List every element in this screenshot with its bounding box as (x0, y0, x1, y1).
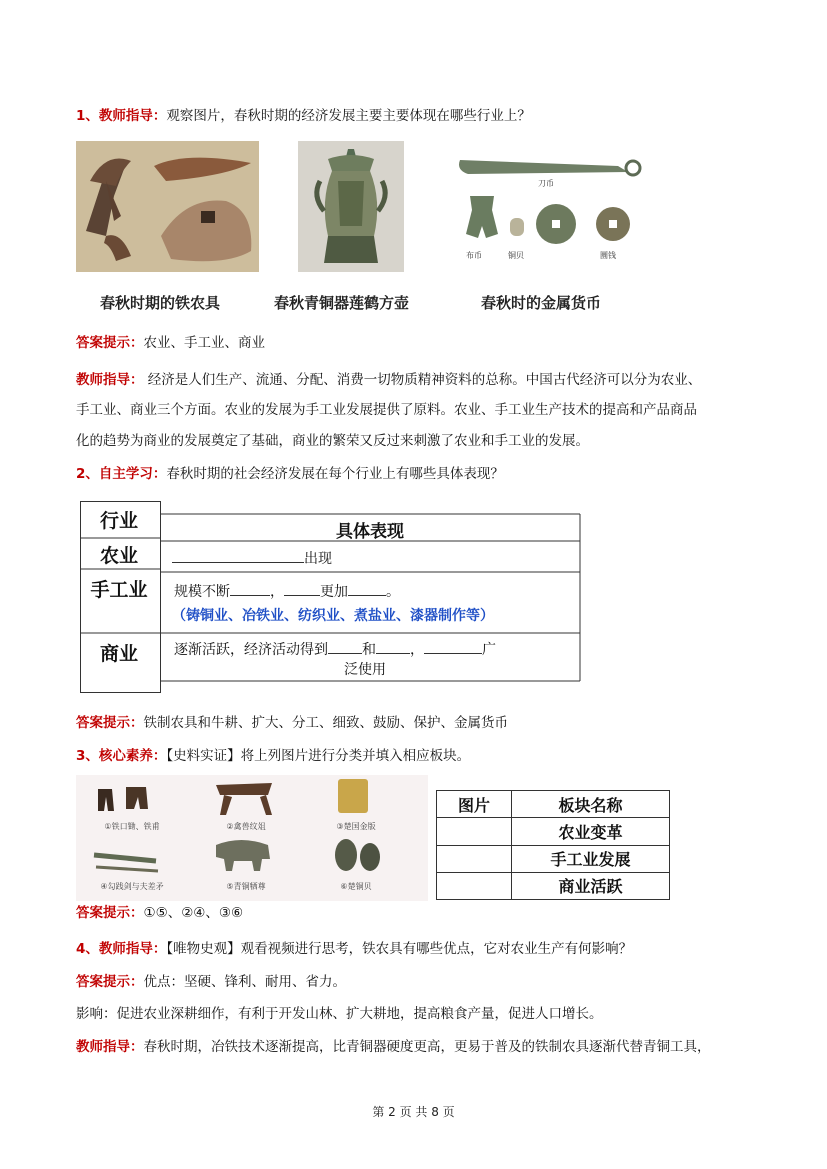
metal-coins-image (448, 146, 648, 272)
table-1-craft-line-1 (174, 581, 400, 601)
blank-agri[interactable] (172, 548, 304, 563)
trade-text-b: 和 (362, 642, 376, 658)
caption-bronze-pot: 春秋青铜器莲鹤方壶 (274, 294, 410, 312)
coin-label-round: 圜钱 (600, 251, 616, 260)
caption-iron-tools: 春秋时期的铁农具 (100, 294, 221, 312)
guide-2-text: 春秋时期，冶铁技术逐渐提高，比青铜器硬度更高，更易于普及的铁制农具逐渐代替青铜工具， (143, 1039, 711, 1055)
artifacts-collage (76, 775, 428, 901)
caption-metal-coins: 春秋时的金属货币 (481, 294, 602, 312)
craft-text-b: ， (270, 584, 284, 600)
artifact-label-2: ②禽兽纹俎 (226, 822, 266, 831)
question-1-text: 观察图片，春秋时期的经济发展主要主要体现在哪些行业上？ (166, 108, 531, 124)
table-1-trade-line-1 (174, 639, 496, 659)
trade-text-c: ， (410, 642, 424, 658)
page-footer: 第 2 页 共 8 页 (372, 1105, 455, 1119)
table-row (437, 845, 670, 872)
table-2-name-cell-3: 商业活跃 (512, 872, 670, 899)
answer-3 (76, 903, 756, 923)
table-1-row-agriculture: 农业 (99, 545, 138, 567)
table-1-row-commerce: 商业 (99, 643, 138, 665)
blank-trade-2[interactable] (376, 639, 410, 654)
question-3-prefix: 3、核心素养： (76, 748, 167, 764)
answer-4-text: 优点：坚硬、锋利、耐用、省力。 (143, 974, 346, 990)
table-2-header-row (437, 791, 670, 818)
table-row (437, 872, 670, 899)
answer-2 (76, 713, 756, 733)
industry-table (80, 501, 581, 693)
table-2-name-cell-1: 农业变革 (512, 818, 670, 845)
guide-1-text-1: 经济是人们生产、流通、分配、消费一切物质精神资料的总称。中国古代经济可以分为农业、 (143, 372, 702, 388)
guide-2-prefix: 教师指导： (76, 1039, 144, 1055)
table-2-header-image: 图片 (437, 791, 512, 818)
classification-table (436, 790, 670, 900)
blank-craft-2[interactable] (284, 581, 320, 596)
answer-4 (76, 972, 756, 992)
bronze-lotus-crane-pot-image (298, 141, 404, 272)
answer-2-text: 铁制农具和牛耕、扩大、分工、细致、鼓励、保护、金属货币 (143, 715, 508, 731)
guide-2 (76, 1037, 756, 1057)
table-1-agri-cell (172, 548, 332, 568)
answer-3-prefix: 答案提示： (76, 905, 144, 921)
table-2-name-cell-2: 手工业发展 (512, 845, 670, 872)
craft-text-c: 更加 (320, 584, 348, 600)
artifact-label-6: ⑥楚铜贝 (340, 882, 372, 891)
table-1-row-handicraft: 手工业 (90, 579, 148, 601)
table-2-image-cell-1[interactable] (437, 818, 512, 845)
guide-1-line-2: 手工业、商业三个方面。农业的发展为手工业发展提供了原料。农业、手工业生产技术的提高和产品商品 (76, 402, 697, 418)
answer-1-prefix: 答案提示： (76, 335, 144, 351)
blank-craft-1[interactable] (230, 581, 270, 596)
answer-2-prefix: 答案提示： (76, 715, 144, 731)
question-1-prefix: 1、教师指导： (76, 108, 167, 124)
coin-label-shell: 铜贝 (508, 251, 524, 260)
answer-1-text: 农业、手工业、商业 (143, 335, 265, 351)
guide-1-line-3: 化的趋势为商业的发展奠定了基础，商业的繁荣又反过来刺激了农业和手工业的发展。 (76, 433, 589, 449)
table-2-image-cell-3[interactable] (437, 872, 512, 899)
table-1-craft-note: （铸铜业、冶铁业、纺织业、煮盐业、漆器制作等） (172, 608, 494, 624)
blank-trade-1[interactable] (328, 639, 362, 654)
table-1-header-detail: 具体表现 (336, 522, 404, 542)
answer-1 (76, 333, 756, 353)
table-row (437, 818, 670, 845)
answer-3-text: ①⑤、②④、③⑥ (143, 905, 244, 921)
iron-tools-image (76, 141, 259, 272)
answer-4-prefix: 答案提示： (76, 974, 144, 990)
trade-text-d: 广 (482, 642, 496, 658)
question-4-text: 【唯物史观】观看视频进行思考，铁农具有哪些优点，它对农业生产有何影响？ (166, 941, 633, 957)
question-3 (76, 746, 756, 766)
craft-text-a: 规模不断 (174, 584, 230, 600)
question-2 (76, 464, 756, 484)
artifact-label-1: ①铁口锄、铁甫 (104, 822, 160, 831)
question-1 (76, 106, 756, 126)
blank-trade-3[interactable] (424, 639, 482, 654)
guide-1-prefix: 教师指导： (76, 372, 144, 388)
table-1-trade-line-2: 泛使用 (344, 662, 386, 678)
question-2-prefix: 2、自主学习： (76, 466, 167, 482)
question-4 (76, 939, 756, 959)
blank-craft-3[interactable] (348, 581, 386, 596)
artifact-label-3: ③楚国金版 (336, 822, 376, 831)
question-2-text: 春秋时期的社会经济发展在每个行业上有哪些具体表现？ (166, 466, 504, 482)
impact-text: 影响：促进农业深耕细作，有利于开发山林、扩大耕地，提高粮食产量，促进人口增长。 (76, 1006, 603, 1022)
craft-text-d: 。 (386, 584, 400, 600)
question-4-prefix: 4、教师指导： (76, 941, 167, 957)
question-3-text: 【史料实证】将上列图片进行分类并填入相应板块。 (166, 748, 471, 764)
table-2-header-name: 板块名称 (512, 791, 670, 818)
coin-label-knife: 刀币 (538, 179, 554, 188)
trade-text-a: 逐渐活跃，经济活动得到 (174, 642, 328, 658)
table-2-image-cell-2[interactable] (437, 845, 512, 872)
artifact-label-4: ④勾践剑与夫差矛 (100, 882, 164, 891)
agri-text: 出现 (304, 551, 332, 567)
table-1-header-industry: 行业 (99, 510, 138, 532)
artifact-label-5: ⑤青铜牺尊 (226, 882, 266, 891)
coin-label-spade: 布币 (466, 251, 482, 260)
guide-1-line-1 (76, 370, 756, 390)
